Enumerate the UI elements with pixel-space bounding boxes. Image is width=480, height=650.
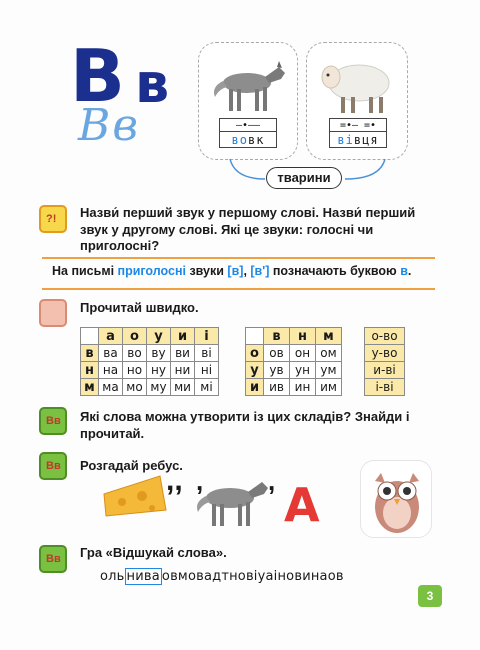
rule-suffix: позначають буквою <box>269 264 401 278</box>
table-row <box>246 362 342 379</box>
category-label: тварини <box>266 167 342 189</box>
table-row <box>246 379 342 396</box>
rule-sentence <box>52 264 411 278</box>
table-cell: и <box>246 379 264 396</box>
string-end: овмовадтновіуаіновинаов <box>161 569 344 584</box>
table-cell: ун <box>290 362 316 379</box>
table-cell: ин <box>290 379 316 396</box>
rule-sound-hard: [в] <box>227 264 244 278</box>
syllable-table-3 <box>364 327 405 396</box>
table-cell: а <box>99 328 123 345</box>
table-cell: о <box>123 328 147 345</box>
rule-end: . <box>407 264 412 278</box>
cursive-letters: Вв <box>78 100 140 151</box>
cube-icon <box>39 407 67 435</box>
sheep-word <box>329 132 387 148</box>
task-3-text: Які слова можна утворити із цих складів? Знайди і прочитай. <box>80 409 410 441</box>
table-cell: ва <box>99 345 123 362</box>
rule-top-line <box>42 257 435 259</box>
table-cell: ві <box>195 345 219 362</box>
task-1-text: Назви́ перший звук у першому слові. Назви́ перший звук у другому слові. Які це звуки: голосні чи приголосні? <box>80 205 416 253</box>
table-cell: и <box>171 328 195 345</box>
rule-highlight-consonants: приголосні <box>117 264 186 278</box>
string-start: оль <box>100 569 125 584</box>
table-cell <box>81 328 99 345</box>
string-highlighted-word: нива <box>126 569 160 584</box>
table-cell: о-во <box>365 328 405 345</box>
table-cell <box>246 328 264 345</box>
table-cell: н <box>81 362 99 379</box>
task-5-text: Гра «Відшукай слова». <box>80 545 227 560</box>
table-cell: и-ві <box>365 362 405 379</box>
table-cell: і <box>195 328 219 345</box>
table-cell: у-во <box>365 345 405 362</box>
wolf-word-highlight: во <box>231 133 248 147</box>
table-cell: во <box>123 345 147 362</box>
table-row <box>365 379 405 396</box>
sheep-card <box>306 42 408 160</box>
table-cell: но <box>123 362 147 379</box>
table-cell: на <box>99 362 123 379</box>
table-cell: ма <box>99 379 123 396</box>
cube-icon <box>39 545 67 573</box>
syllable-table-2 <box>245 327 342 396</box>
wolf-word-rest: вк <box>248 133 265 147</box>
table-cell: ив <box>264 379 290 396</box>
table-cell: м <box>316 328 342 345</box>
page-number: 3 <box>418 585 442 607</box>
rebus-letter: А <box>284 478 320 532</box>
owl-icon <box>361 461 433 539</box>
table-cell: ни <box>171 362 195 379</box>
table-cell: у <box>246 362 264 379</box>
table-cell: у <box>147 328 171 345</box>
wolf-word <box>219 132 277 148</box>
rule-prefix: На письмі <box>52 264 118 278</box>
table-cell: ні <box>195 362 219 379</box>
table-row <box>81 345 219 362</box>
wolf-sound-scheme: —•—— <box>219 118 277 132</box>
books-icon <box>39 299 67 327</box>
table-cell: ву <box>147 345 171 362</box>
sheep-word-rest: вця <box>353 133 379 147</box>
cube-icon <box>39 452 67 480</box>
sheep-sound-scheme: =•— =• <box>329 118 387 132</box>
rule-letter: в <box>400 264 408 278</box>
rebus-comma-2: , <box>196 466 204 496</box>
wolf-scheme <box>219 118 277 148</box>
rebus-commas-1: ,, <box>166 464 183 497</box>
table-cell: мі <box>195 379 219 396</box>
letter-upper: В <box>70 34 125 118</box>
table-row <box>365 328 405 345</box>
table-cell: ом <box>316 345 342 362</box>
table-row <box>246 328 342 345</box>
table-cell: в <box>264 328 290 345</box>
task-4-text: Розгадай ребус. <box>80 458 183 473</box>
cheese-picture <box>100 470 170 520</box>
owl-picture <box>360 460 432 538</box>
question-icon <box>39 205 67 233</box>
syllable-table-1 <box>80 327 219 396</box>
table-cell: ви <box>171 345 195 362</box>
task-2-text: Прочитай швидко. <box>80 300 199 315</box>
rebus-comma-3: , <box>268 466 276 496</box>
table-cell: н <box>290 328 316 345</box>
table-cell: о <box>246 345 264 362</box>
letter-lower: в <box>135 52 170 115</box>
table-cell: мо <box>123 379 147 396</box>
table-cell: ну <box>147 362 171 379</box>
table-cell: ув <box>264 362 290 379</box>
table-cell: в <box>81 345 99 362</box>
table-cell: ов <box>264 345 290 362</box>
sheep-scheme <box>329 118 387 148</box>
table-row <box>365 345 405 362</box>
table-row <box>365 362 405 379</box>
cube-letter: Вв <box>46 415 61 427</box>
rule-middle: звуки <box>185 264 228 278</box>
rule-sound-soft: [в'] <box>250 264 270 278</box>
rule-bottom-line <box>42 288 435 290</box>
wolf-picture <box>207 53 291 115</box>
table-cell: і-ві <box>365 379 405 396</box>
table-cell: ум <box>316 362 342 379</box>
sheep-word-highlight: ві <box>337 133 354 147</box>
cube-letter: Вв <box>46 553 61 565</box>
rule-sep: , <box>243 264 251 278</box>
table-row <box>81 362 219 379</box>
table-cell: м <box>81 379 99 396</box>
table-cell: ми <box>171 379 195 396</box>
wolf-card <box>198 42 298 160</box>
table-cell: им <box>316 379 342 396</box>
table-row <box>81 328 219 345</box>
table-cell: он <box>290 345 316 362</box>
cube-letter: Вв <box>46 460 61 472</box>
sheep-picture <box>315 53 401 115</box>
table-cell: му <box>147 379 171 396</box>
word-search-string <box>100 569 344 584</box>
table-row <box>81 379 219 396</box>
table-row <box>246 345 342 362</box>
question-marks: ?! <box>46 213 57 225</box>
